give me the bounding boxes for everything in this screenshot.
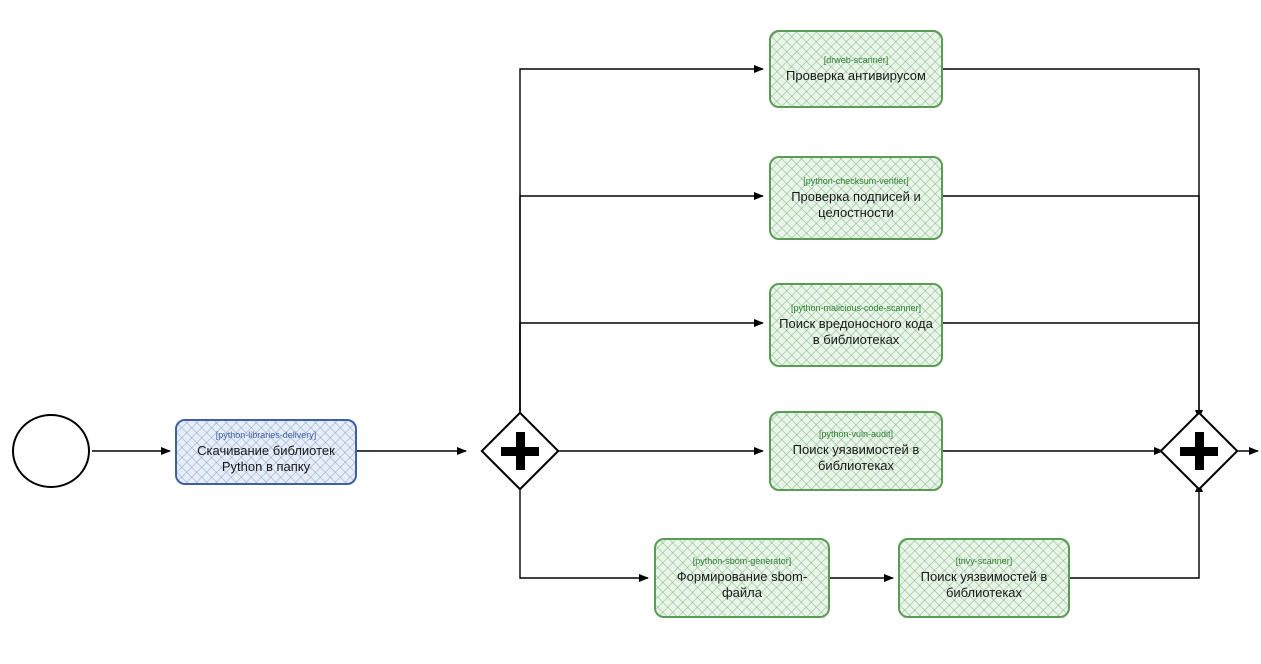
task-tag: [python-malicious-code-scanner]	[790, 302, 922, 313]
edge-checksum-to-join	[943, 196, 1199, 419]
start-event[interactable]	[12, 414, 90, 488]
task-title: Проверка антивирусом	[786, 67, 926, 83]
task-tag: [python-checksum-verifier]	[803, 175, 909, 186]
task-python-malicious-code-scanner[interactable]	[769, 283, 943, 367]
edge-drweb-to-join	[943, 69, 1199, 419]
task-title: Поиск уязвимостей в библиотеках	[920, 568, 1048, 600]
task-tag: [python-sbom-generator]	[692, 555, 792, 566]
task-tag: [python-libraries-delivery]	[215, 429, 317, 440]
task-python-libraries-delivery[interactable]	[175, 419, 357, 485]
edge-split-to-checksum	[520, 196, 763, 425]
task-tag: [python-vuln-audit]	[818, 428, 894, 439]
task-title: Формирование sbom-файла	[676, 568, 808, 600]
task-title: Поиск вредоносного кода в библиотеках	[779, 315, 933, 347]
parallel-gateway-split[interactable]	[482, 413, 558, 489]
plus-icon	[501, 447, 539, 456]
edge-split-to-sbom	[520, 477, 648, 578]
task-tag: [drweb-scanner]	[823, 54, 889, 65]
task-python-checksum-verifier[interactable]	[769, 156, 943, 240]
task-python-sbom-generator[interactable]	[654, 538, 830, 618]
task-title: Проверка подписей и целостности	[791, 188, 921, 220]
task-drweb-scanner[interactable]	[769, 30, 943, 108]
edge-split-to-drweb	[520, 69, 763, 425]
plus-icon	[1180, 447, 1218, 456]
task-tag: [trivy-scanner]	[955, 555, 1013, 566]
parallel-gateway-join[interactable]	[1161, 413, 1237, 489]
task-title: Поиск уязвимостей в библиотеках	[792, 441, 920, 473]
task-title: Скачивание библиотек Python в папку	[197, 442, 335, 474]
task-python-vuln-audit[interactable]	[769, 411, 943, 491]
edge-split-to-malicious	[520, 323, 763, 425]
edge-trivy-to-join	[1070, 483, 1199, 578]
task-trivy-scanner[interactable]	[898, 538, 1070, 618]
